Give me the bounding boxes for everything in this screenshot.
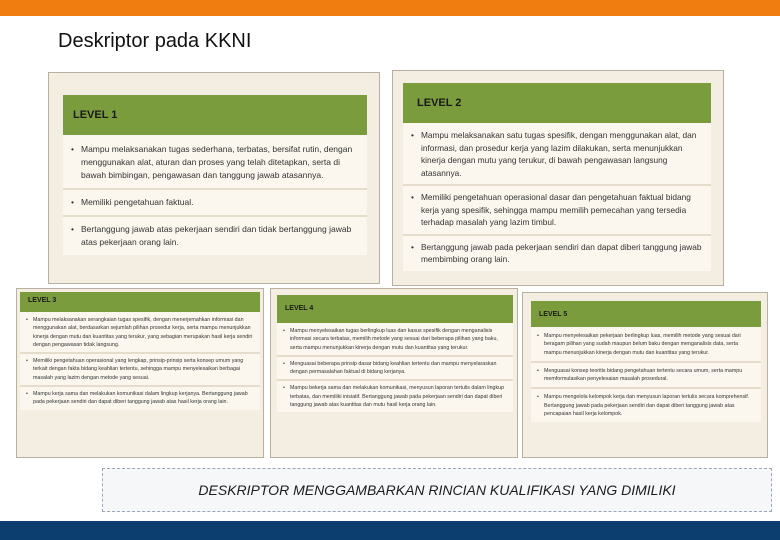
level-3-item: • Mampu kerja sama dan melakukan komunikasi dalam lingkup kerjanya. Bertanggung jawab pada pekerjaan sendiri dan dapat diberi tanggung jawab atas hasil kerja orang lain. — [20, 385, 260, 410]
level-4-item: • Menguasai beberapa prinsip dasar bidang keahlian tertentu dan mampu menyelaraskan dengan permasalahan faktual di bidang kerjanya. — [277, 355, 513, 380]
level-5-item: • Mampu mengelola kelompok kerja dan menyusun laporan tertulis secara komprehensif. Bertanggung jawab pada pekerjaan sendiri dan dapat diberi tanggung jawab atas pencapaian hasil kerja kelompok. — [531, 387, 761, 422]
slide-title: Deskriptor pada KKNI — [58, 30, 252, 52]
bottom-accent-bar — [0, 521, 780, 540]
level-3-card — [16, 288, 264, 458]
bullet-icon: • — [283, 385, 285, 392]
level-4-item: • Mampu bekerja sama dan melakukan komunikasi, menyusun laporan tertulis dalam lingkup terbatas, dan memiliki inisiatif. Bertanggung jawab pada pekerjaan sendiri dan dapat diberi tanggung jawab atas kuantitas dan mutu hasil kerja orang lain. — [277, 379, 513, 412]
level-2-header: LEVEL 2 — [403, 83, 711, 123]
bullet-icon: • — [283, 360, 285, 367]
level-4-item: • Mampu menyelesaikan tugas berlingkup luas dan kasus spesifik dengan menganalisis informasi secara terbatas, memilih metode yang sesuai dari beberapa pilihan yang baku, serta mampu menunjukkan kinerja dengan mutu dan kuantitas yang terukur. — [283, 328, 498, 351]
top-accent-bar — [0, 0, 780, 16]
level-3-header: LEVEL 3 — [20, 292, 260, 312]
caption-box — [102, 468, 772, 512]
level-3-item: • Mampu melaksanakan serangkaian tugas spesifik, dengan menerjemahkan informasi dan menggunakan alat, berdasarkan sejumlah pilihan prosedur kerja, serta mampu menunjukkan kinerja dengan mutu dan kuantitas yang terukur, yang sebagian merupakan hasil kerja sendiri dengan pengawasan tidak langsung. — [26, 317, 253, 348]
level-3-body — [20, 312, 260, 410]
bullet-icon: • — [411, 130, 414, 140]
level-1-card — [48, 72, 380, 284]
level-1-item: • Mampu melaksanakan tugas sederhana, terbatas, bersifat rutin, dengan menggunakan alat, aturan dan proses yang telah ditetapkan, serta di bawah bimbingan, pengawasan dan tanggung jawab atasannya. — [71, 144, 353, 180]
level-2-card — [392, 70, 724, 286]
level-1-header: LEVEL 1 — [63, 95, 367, 135]
caption-text: DESKRIPTOR MENGGAMBARKAN RINCIAN KUALIFIKASI YANG DIMILIKI — [198, 482, 676, 498]
level-5-body — [531, 327, 761, 422]
level-1-item: • Memiliki pengetahuan faktual. — [63, 188, 367, 215]
level-2-item: • Memiliki pengetahuan operasional dasar dan pengetahuan faktual bidang kerja yang spesifik, sehingga mampu memilih pemecahan yang tersedia terhadap masalah yang lazim timbul. — [403, 184, 711, 234]
bullet-icon: • — [537, 394, 539, 401]
level-1-item: • Bertanggung jawab atas pekerjaan sendiri dan tidak bertanggung jawab atas pekerjaan orang lain. — [63, 215, 367, 255]
bullet-icon: • — [537, 367, 539, 374]
bullet-icon: • — [283, 328, 285, 334]
level-4-card — [270, 288, 518, 458]
bullet-icon: • — [71, 197, 74, 207]
level-2-item: • Mampu melaksanakan satu tugas spesifik, dengan menggunakan alat, dan informasi, dan prosedur kerja yang lazim dilakukan, serta menunjukkan kinerja dengan mutu yang terukur, di bawah pengawasan langsung atasannya. — [411, 130, 697, 178]
bullet-icon: • — [26, 391, 28, 398]
bullet-icon: • — [26, 317, 28, 323]
level-1-body — [63, 135, 367, 255]
bullet-icon: • — [411, 241, 414, 252]
level-5-card — [522, 292, 768, 458]
level-4-header: LEVEL 4 — [277, 295, 513, 323]
bullet-icon: • — [71, 224, 74, 234]
level-3-item: • Memiliki pengetahuan operasional yang lengkap, prinsip-prinsip serta konsep umum yang terkait dengan fakta bidang keahlian tertentu, sehingga mampu menyelesaikan berbagai masalah yang lazim dengan metode yang sesuai. — [20, 352, 260, 385]
level-4-body — [277, 323, 513, 412]
bullet-icon: • — [411, 192, 414, 202]
level-5-header: LEVEL 5 — [531, 301, 761, 327]
bullet-icon: • — [71, 144, 74, 154]
level-5-item: • Mampu menyelesaikan pekerjaan berlingkup luas, memilih metode yang sesuai dari beragam pilihan yang sudah maupun belum baku dengan menganalisis data, serta mampu menunjukkan kinerja dengan mutu dan kuantitas yang terukur. — [537, 333, 741, 356]
level-2-body — [403, 123, 711, 271]
bullet-icon: • — [26, 358, 28, 365]
level-2-item: • Bertanggung jawab pada pekerjaan sendiri dan dapat diberi tanggung jawab membimbing orang lain. — [403, 234, 711, 271]
level-5-item: • Menguasai konsep teoritis bidang pengetahuan tertentu secara umum, serta mampu memformulasikan penyelesaian masalah prosedural. — [531, 361, 761, 388]
bullet-icon: • — [537, 333, 539, 339]
